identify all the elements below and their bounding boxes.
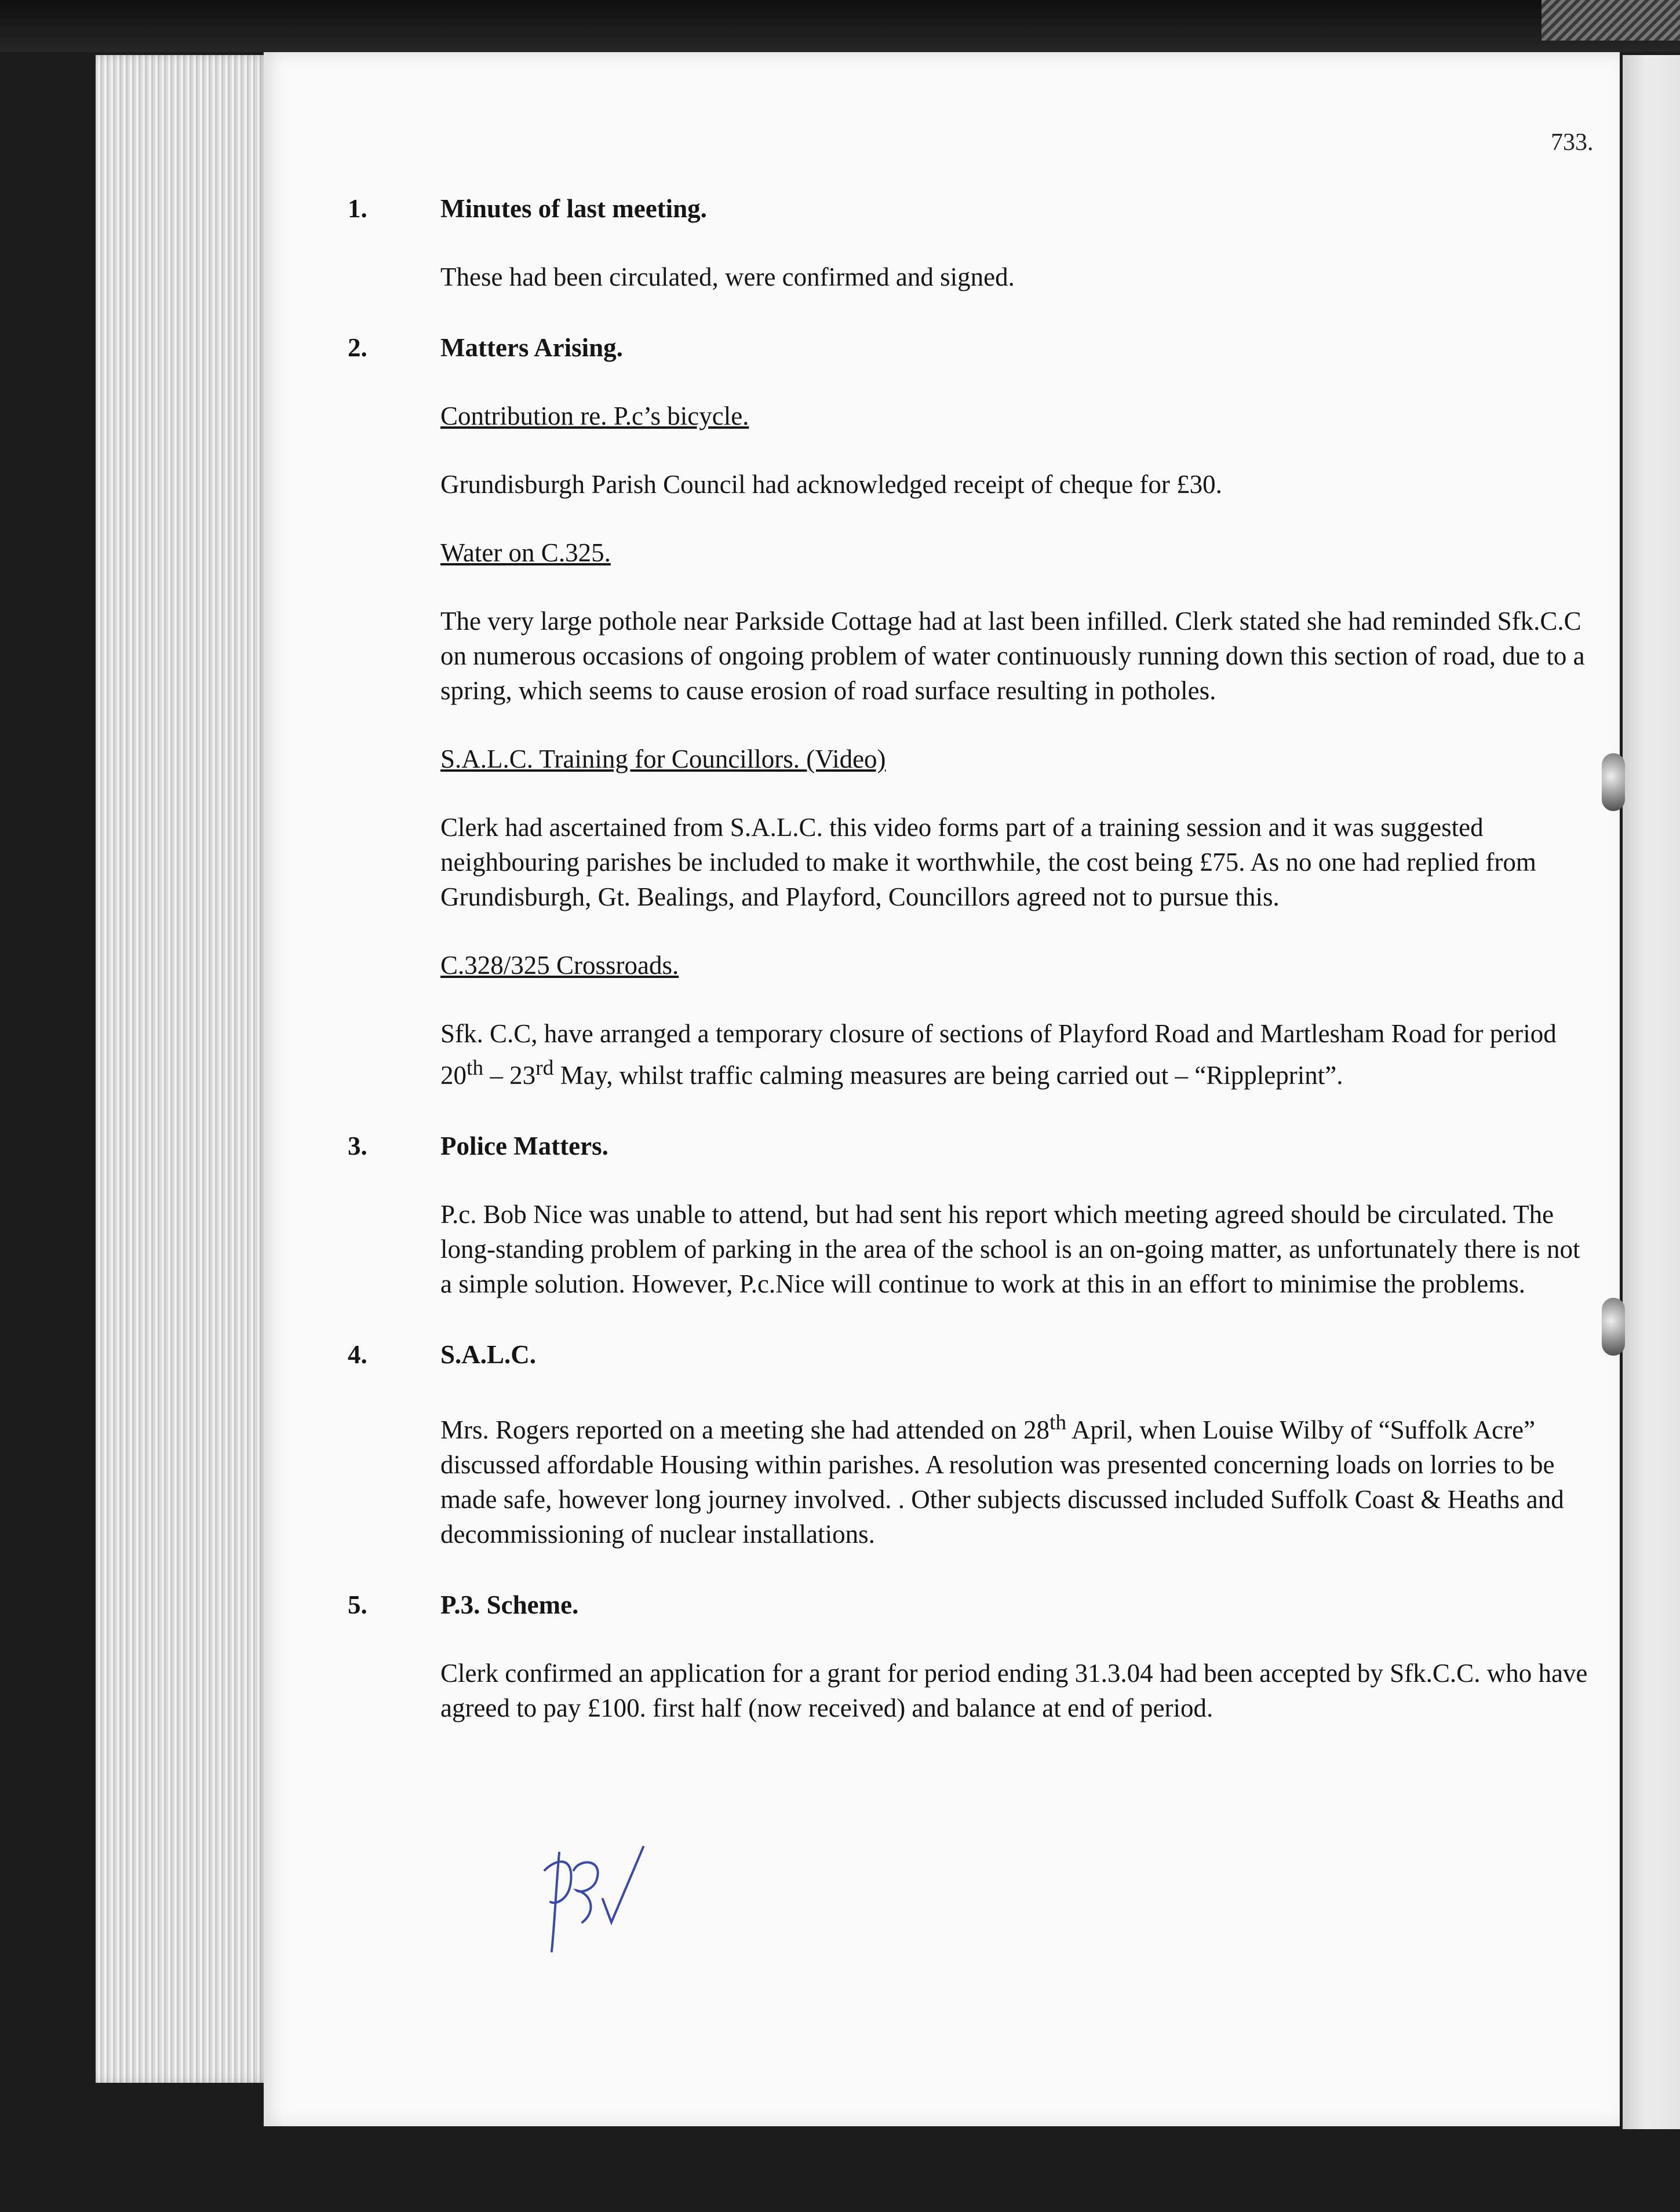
next-page-edge (1623, 55, 1680, 2129)
paragraph: These had been circulated, were confirmed and signed. (440, 262, 1015, 291)
paragraph: Clerk confirmed an application for a grant for period ending 31.3.04 had been accepted by Sfk.C.C. who have agreed to pay £100. first half (now received) and balance at end of period. (440, 1659, 1588, 1722)
binder-ring-mechanism (1541, 0, 1680, 41)
agenda-item-number: 5. (348, 1590, 367, 1619)
paragraph-text: Mrs. Rogers reported on a meeting she had attended on 28 (440, 1415, 1049, 1444)
agenda-item (348, 1129, 1588, 1301)
paragraph-text: May, whilst traffic calming measures are being carried out – “Rippleprint”. (553, 1061, 1343, 1090)
ordinal-suffix: th (1049, 1411, 1067, 1434)
paragraph-text: – 23 (483, 1061, 536, 1090)
ordinal-suffix: rd (535, 1056, 554, 1080)
paragraph-text: April, when Louise Wilby of “Suffolk Acre” discussed affordable Housing within parishes. A resolution was presented concerning loads on lorries to be made safe, however long journey involved. . Other subjects discussed included Suffolk Coast & Heaths and decommissioning of nuclear installations. (440, 1415, 1564, 1549)
agenda-item (348, 1337, 1588, 1552)
sub-heading: S.A.L.C. Training for Councillors. (Video) (440, 744, 886, 773)
paragraph: The very large pothole near Parkside Cottage had at last been infilled. Clerk stated she had reminded Sfk.C.C on numerous occasions of ongoing problem of water continuously running down this section of road, due to a spring, which seems to cause erosion of road surface resulting in potholes. (440, 607, 1585, 705)
agenda-item-heading: Matters Arising. (440, 333, 623, 362)
binder-clip (1602, 753, 1625, 811)
agenda-item-heading: P.3. Scheme. (440, 1590, 579, 1619)
agenda-item-number: 3. (348, 1131, 367, 1160)
agenda-item (348, 191, 1588, 294)
minutes-body (348, 191, 1588, 1725)
paragraph-text: Sfk. C.C, have arranged a temporary closure of sections of Playford Road and Martlesham Road for period 20 (440, 1019, 1557, 1090)
paragraph (440, 1016, 1588, 1093)
binder-top-edge (0, 0, 1680, 52)
agenda-item-heading: S.A.L.C. (440, 1340, 537, 1369)
agenda-item-heading: Minutes of last meeting. (440, 194, 707, 223)
paragraph: Grundisburgh Parish Council had acknowledged receipt of cheque for £30. (440, 470, 1222, 499)
page-stack-edges (96, 55, 269, 2083)
agenda-item-number: 1. (348, 194, 367, 223)
page-number: 733. (1551, 129, 1594, 156)
agenda-item-heading: Police Matters. (440, 1131, 608, 1160)
paragraph: P.c. Bob Nice was unable to attend, but had sent his report which meeting agreed should be circulated. The long-standing problem of parking in the area of the school is an on-going matter, as unfortunately there is not a simple solution. However, P.c.Nice will continue to work at this in an effort to minimise the problems. (440, 1200, 1580, 1298)
sub-heading: Water on C.325. (440, 538, 611, 567)
agenda-item-number: 2. (348, 333, 367, 362)
agenda-item (348, 1587, 1588, 1725)
handwritten-initials-signature (539, 1835, 655, 1957)
paragraph (440, 1406, 1588, 1552)
agenda-item-number: 4. (348, 1340, 367, 1369)
ordinal-suffix: th (467, 1056, 484, 1080)
paragraph: Clerk had ascertained from S.A.L.C. this video forms part of a training session and it was suggested neighbouring parishes be included to make it worthwhile, the cost being £75. As no one had replied from Grundisburgh, Gt. Bealings, and Playford, Councillors agreed not to pursue this. (440, 813, 1536, 911)
agenda-item (348, 330, 1588, 1093)
binder-clip (1602, 1298, 1625, 1356)
sub-heading: C.328/325 Crossroads. (440, 951, 679, 980)
sub-heading: Contribution re. P.c’s bicycle. (440, 401, 749, 430)
